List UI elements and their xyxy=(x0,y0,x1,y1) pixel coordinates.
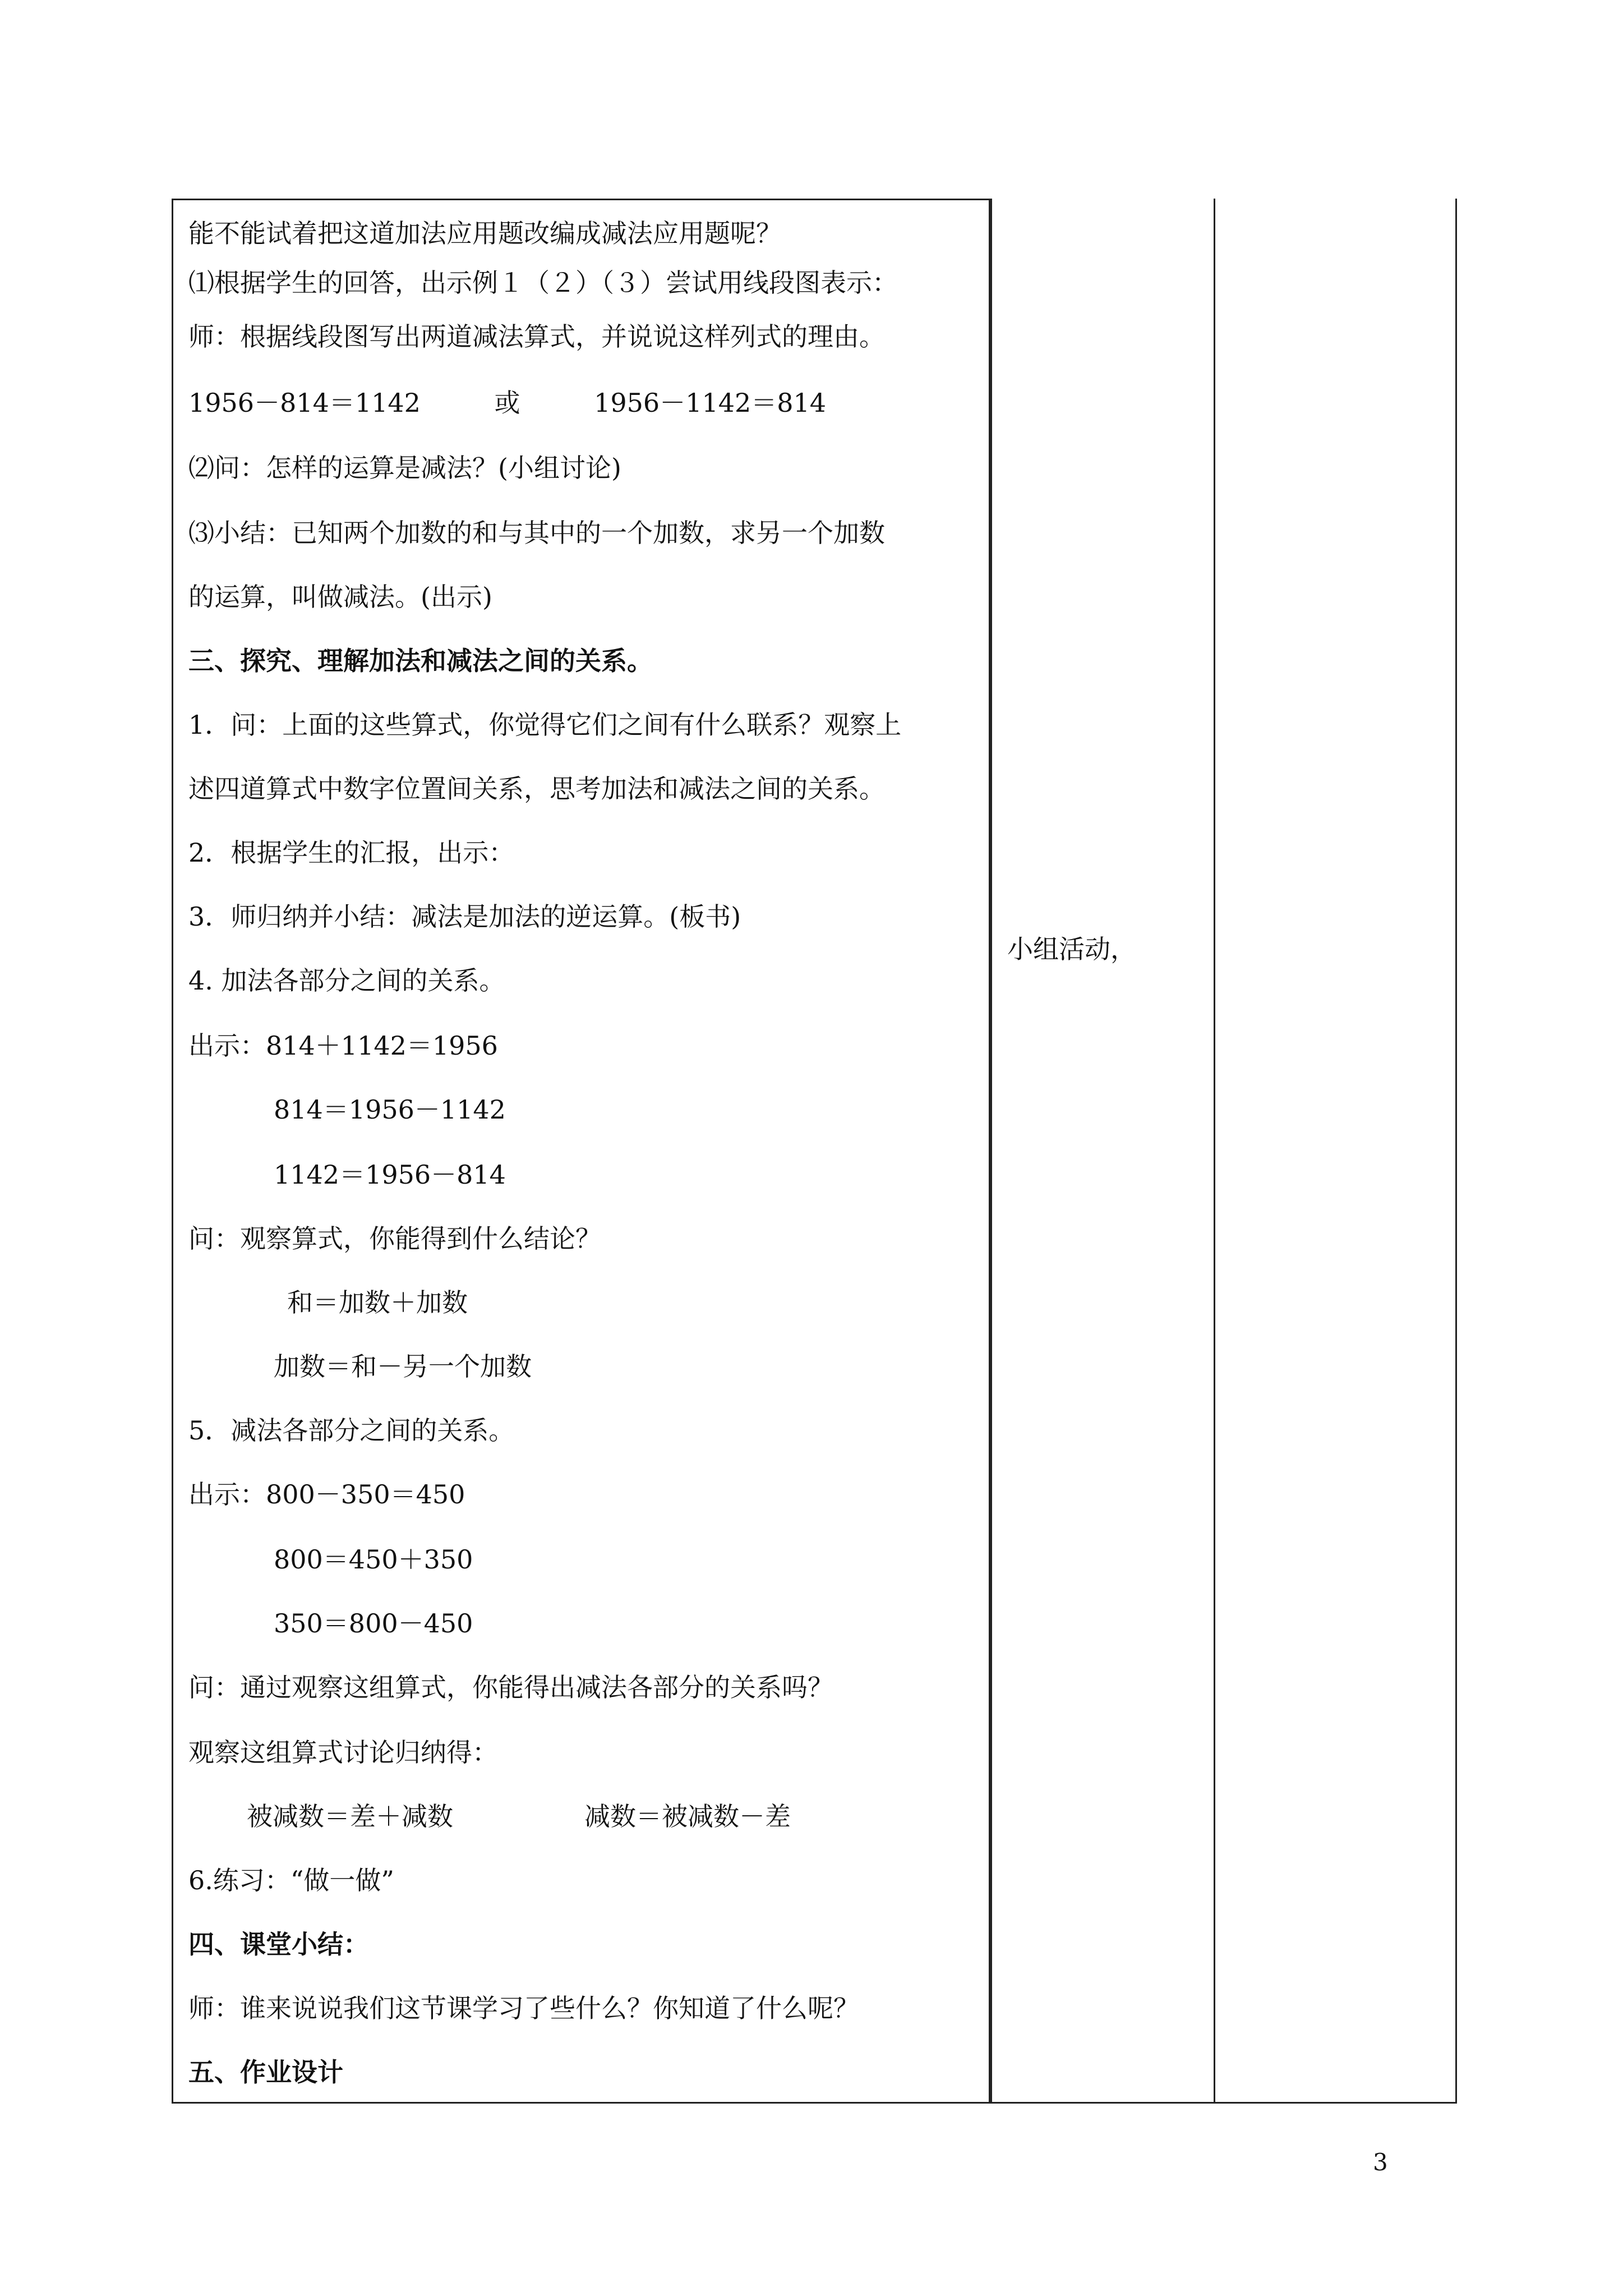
content-line: 的运算，叫做减法。(出示) xyxy=(188,582,492,612)
content-line: ⑵问：怎样的运算是减法？(小组讨论) xyxy=(188,453,621,483)
column-divider-3 xyxy=(1455,199,1457,2104)
content-line: ⑴根据学生的回答，出示例１（２）（３）尝试用线段图表示： xyxy=(188,268,898,298)
equation-line: 814＝1956－1142 xyxy=(274,1094,506,1125)
section-heading: 五、作业设计 xyxy=(188,2057,343,2087)
content-line: 1．问：上面的这些算式，你觉得它们之间有什么联系？观察上 xyxy=(188,710,902,740)
formula-line: 和＝加数＋加数 xyxy=(287,1287,468,1318)
content-line: 问：观察算式，你能得到什么结论？ xyxy=(188,1223,601,1254)
formula-line: 加数＝和－另一个加数 xyxy=(274,1351,532,1382)
formula-line: 被减数＝差＋减数 减数＝被减数－差 xyxy=(247,1801,791,1832)
section-heading: 三、探究、理解加法和减法之间的关系。 xyxy=(188,646,653,676)
content-line: 师：根据线段图写出两道减法算式，并说说这样列式的理由。 xyxy=(188,321,885,352)
content-line: 4. 加法各部分之间的关系。 xyxy=(188,965,505,996)
activity-note: 小组活动， xyxy=(1007,934,1136,964)
content-line: 观察这组算式讨论归纳得： xyxy=(188,1737,498,1768)
content-line: 能不能试着把这道加法应用题改编成减法应用题呢？ xyxy=(188,218,782,249)
column-divider-2 xyxy=(1214,199,1215,2104)
equation-line: 1956－814＝1142 或 1956－1142＝814 xyxy=(188,388,827,418)
equation-line: 350＝800－450 xyxy=(274,1608,473,1639)
content-line: 2．根据学生的汇报，出示： xyxy=(188,838,515,868)
content-line: 师：谁来说说我们这节课学习了些什么？你知道了什么呢？ xyxy=(188,1993,859,2023)
content-line: 述四道算式中数字位置间关系，思考加法和减法之间的关系。 xyxy=(188,774,885,804)
content-line: 3．师归纳并小结：减法是加法的逆运算。(板书) xyxy=(188,901,741,932)
table-bottom-border xyxy=(172,2102,1457,2104)
equation-line: 800＝450＋350 xyxy=(274,1544,473,1575)
page-number: 3 xyxy=(1373,2148,1388,2176)
content-line: 问：通过观察这组算式，你能得出减法各部分的关系吗？ xyxy=(188,1672,833,1703)
content-line: 6.练习：“做一做” xyxy=(188,1865,394,1895)
content-line: ⑶小结：已知两个加数的和与其中的一个加数，求另一个加数 xyxy=(188,518,885,548)
column-divider-1 xyxy=(990,199,992,2104)
equation-line: 1142＝1956－814 xyxy=(274,1159,506,1190)
content-line: 5．减法各部分之间的关系。 xyxy=(188,1415,515,1446)
section-heading: 四、课堂小结： xyxy=(188,1929,369,1959)
equation-line: 出示：814＋1142＝1956 xyxy=(188,1030,498,1061)
equation-line: 出示：800－350＝450 xyxy=(188,1479,465,1510)
